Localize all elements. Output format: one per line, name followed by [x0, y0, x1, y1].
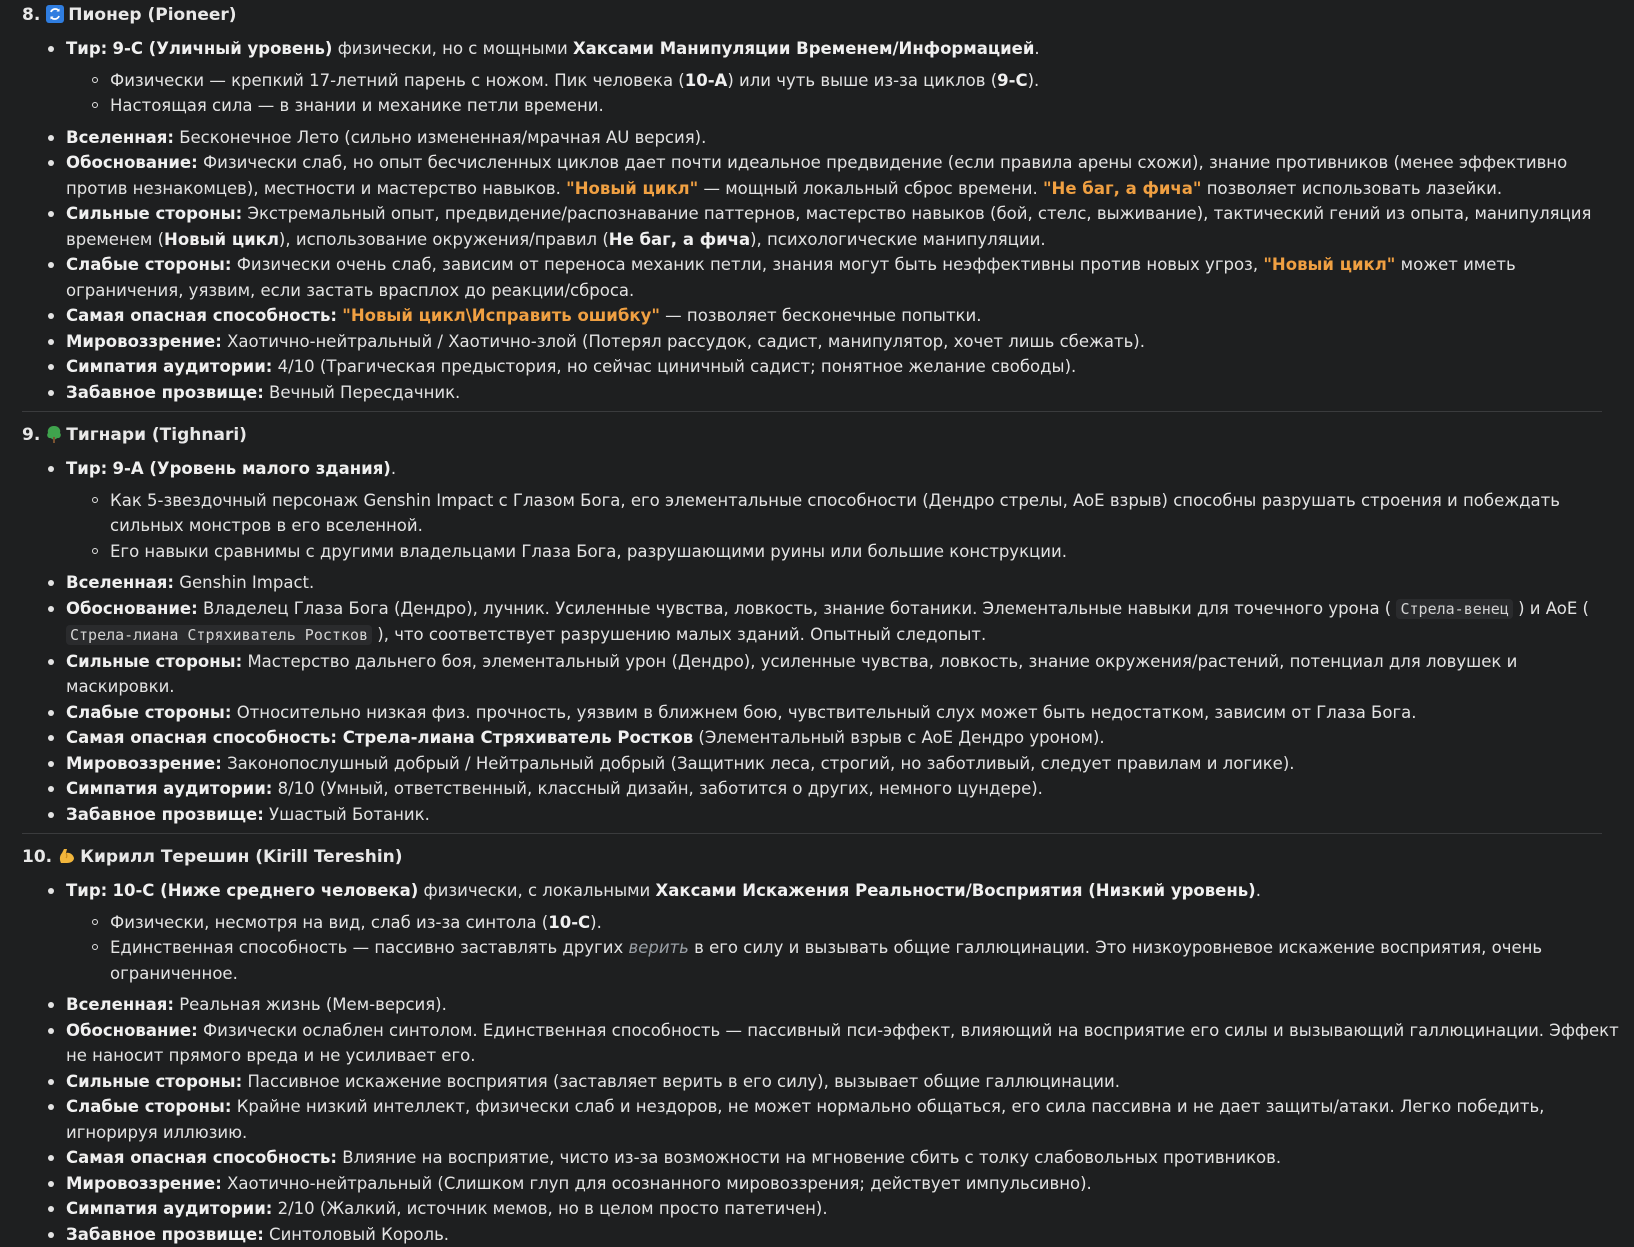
section-title: Тигнари (Tighnari)	[66, 425, 247, 445]
section-divider	[22, 411, 1602, 412]
section-tighnari	[22, 420, 1622, 827]
section-heading	[22, 420, 1622, 450]
weaknesses-item: Слабые стороны: Крайне низкий интеллект, физически слаб и нездоров, не может нормально общаться, его сила пассивна и не дает защиты/атаки. Легко победить, игнорируя иллюзию.	[44, 1094, 1622, 1145]
nickname-item: Забавное прозвище: Ушастый Ботаник.	[44, 802, 1622, 828]
nickname-item: Забавное прозвище: Синтоловый Король.	[44, 1222, 1622, 1247]
reasoning-item: Обоснование: Физически ослаблен синтолом. Единственная способность — пассивный пси-эффект, влияющий на восприятие его силы и вызывающий галлюцинации. Эффект не наносит прямого вреда и не усиливает его.	[44, 1018, 1622, 1069]
tier-detail-item: Физически — крепкий 17-летний парень с ножом. Пик человека (10-A) или чуть выше из-за циклов (9-C).	[88, 68, 1622, 94]
alignment-item: Мировоззрение: Хаотично-нейтральный (Слишком глуп для осознанного мировоззрения; действует импульсивно).	[44, 1171, 1622, 1197]
nickname-item: Забавное прозвище: Вечный Пересдачник.	[44, 380, 1622, 406]
section-heading	[22, 0, 1622, 30]
universe-item: Вселенная: Бесконечное Лето (сильно измененная/мрачная AU версия).	[44, 125, 1622, 151]
tier-item: Тир: 10-C (Ниже среднего человека) физически, с локальными Хаксами Искажения Реальности/Восприятия (Низкий уровень). Физически, несмотря на вид, слаб из-за синтола (10-C). Единственная способность — пассивно заставлять других верить в его силу и вызывать общие галлюцинации. Это низкоуровневое искажение восприятия, очень ограниченное.	[44, 878, 1622, 986]
tree-icon	[46, 425, 62, 451]
dangerous-ability-item: Самая опасная способность: Стрела-лиана Стряхиватель Ростков (Элементальный взрыв с AoE Дендро уроном).	[44, 725, 1622, 751]
section-title: Пионер (Pioneer)	[68, 5, 236, 25]
audience-sympathy-item: Симпатия аудитории: 8/10 (Умный, ответственный, классный дизайн, заботится о других, немного цундере).	[44, 776, 1622, 802]
tier-details	[66, 910, 1622, 987]
attribute-list	[22, 36, 1622, 405]
section-number: 9.	[22, 425, 40, 445]
refresh-icon	[46, 5, 64, 31]
tier-item: Тир: 9-C (Уличный уровень) физически, но с мощными Хаксами Манипуляции Временем/Информацией. Физически — крепкий 17-летний парень с ножом. Пик человека (10-A) или чуть выше из-за циклов (9-C). Настоящая сила — в знании и механике петли времени.	[44, 36, 1622, 119]
section-kirill	[22, 842, 1622, 1247]
strengths-item: Сильные стороны: Мастерство дальнего боя, элементальный урон (Дендро), усиленные чувства, ловкость, знание окружения/растений, потенциал для ловушек и маскировки.	[44, 649, 1622, 700]
strengths-item: Сильные стороны: Экстремальный опыт, предвидение/распознавание паттернов, мастерство навыков (бой, стелс, выживание), тактический гений из опыта, манипуляция временем (Новый цикл), использование окружения/правил (Не баг, а фича), психологические манипуляции.	[44, 201, 1622, 252]
section-number: 8.	[22, 5, 40, 25]
reasoning-item: Обоснование: Физически слаб, но опыт бесчисленных циклов дает почти идеальное предвидение (если правила арены схожи), знание противников (менее эффективно против незнакомцев), местности и мастерство навыков. "Новый цикл" — мощный локальный сброс времени. "Не баг, а фича" позволяет использовать лазейки.	[44, 150, 1622, 201]
attribute-list	[22, 456, 1622, 827]
tier-details	[66, 68, 1622, 119]
alignment-item: Мировоззрение: Хаотично-нейтральный / Хаотично-злой (Потерял рассудок, садист, манипулятор, хочет лишь сбежать).	[44, 329, 1622, 355]
tier-detail-item: Настоящая сила — в знании и механике петли времени.	[88, 93, 1622, 119]
inline-code: Стрела-лиана Стряхиватель Ростков	[66, 625, 372, 645]
audience-sympathy-item: Симпатия аудитории: 2/10 (Жалкий, источник мемов, но в целом просто патетичен).	[44, 1196, 1622, 1222]
dangerous-ability-item: Самая опасная способность: Влияние на восприятие, чисто из-за возможности на мгновение сбить с толку слабовольных противников.	[44, 1145, 1622, 1171]
section-divider	[22, 833, 1602, 834]
section-number: 10.	[22, 847, 52, 867]
dangerous-ability-item: Самая опасная способность: "Новый цикл\Исправить ошибку" — позволяет бесконечные попытки.	[44, 303, 1622, 329]
attribute-list	[22, 878, 1622, 1247]
alignment-item: Мировоззрение: Законопослушный добрый / Нейтральный добрый (Защитник леса, строгий, но заботливый, следует правилам и логике).	[44, 751, 1622, 777]
section-title: Кирилл Терешин (Kirill Tereshin)	[80, 847, 402, 867]
reasoning-item: Обоснование: Владелец Глаза Бога (Дендро), лучник. Усиленные чувства, ловкость, знание ботаники. Элементальные навыки для точечного урона ( Стрела-венец ) и AoE ( Стрела-лиана Стряхиватель Ростков ), что соответствует разрушению малых зданий. Опытный следопыт.	[44, 596, 1622, 649]
universe-item: Вселенная: Реальная жизнь (Мем-версия).	[44, 992, 1622, 1018]
tier-details	[66, 488, 1622, 565]
inline-code: Стрела-венец	[1396, 599, 1512, 619]
section-heading	[22, 842, 1622, 872]
tier-detail-item: Физически, несмотря на вид, слаб из-за синтола (10-C).	[88, 910, 1622, 936]
strengths-item: Сильные стороны: Пассивное искажение восприятия (заставляет верить в его силу), вызывает общие галлюцинации.	[44, 1069, 1622, 1095]
tier-item: Тир: 9-A (Уровень малого здания). Как 5-звездочный персонаж Genshin Impact с Глазом Бога, его элементальные способности (Дендро стрелы, AoE взрыв) способны разрушать строения и побеждать сильных монстров в его вселенной. Его навыки сравнимы с другими владельцами Глаза Бога, разрушающими руины или большие конструкции.	[44, 456, 1622, 564]
tier-detail-item: Как 5-звездочный персонаж Genshin Impact с Глазом Бога, его элементальные способности (Дендро стрелы, AoE взрыв) способны разрушать строения и побеждать сильных монстров в его вселенной.	[88, 488, 1622, 539]
tier-detail-item: Единственная способность — пассивно заставлять других верить в его силу и вызывать общие галлюцинации. Это низкоуровневое искажение восприятия, очень ограниченное.	[88, 935, 1622, 986]
weaknesses-item: Слабые стороны: Относительно низкая физ. прочность, уязвим в ближнем бою, чувствительный слух может быть недостатком, зависим от Глаза Бога.	[44, 700, 1622, 726]
universe-item: Вселенная: Genshin Impact.	[44, 570, 1622, 596]
weaknesses-item: Слабые стороны: Физически очень слаб, зависим от переноса механик петли, знания могут быть неэффективны против новых угроз, "Новый цикл" может иметь ограничения, уязвим, если застать врасплох до реакции/сброса.	[44, 252, 1622, 303]
section-pioneer	[22, 0, 1622, 405]
tier-detail-item: Его навыки сравнимы с другими владельцами Глаза Бога, разрушающими руины или большие конструкции.	[88, 539, 1622, 565]
audience-sympathy-item: Симпатия аудитории: 4/10 (Трагическая предыстория, но сейчас циничный садист; понятное желание свободы).	[44, 354, 1622, 380]
flexed-biceps-icon	[58, 847, 76, 873]
